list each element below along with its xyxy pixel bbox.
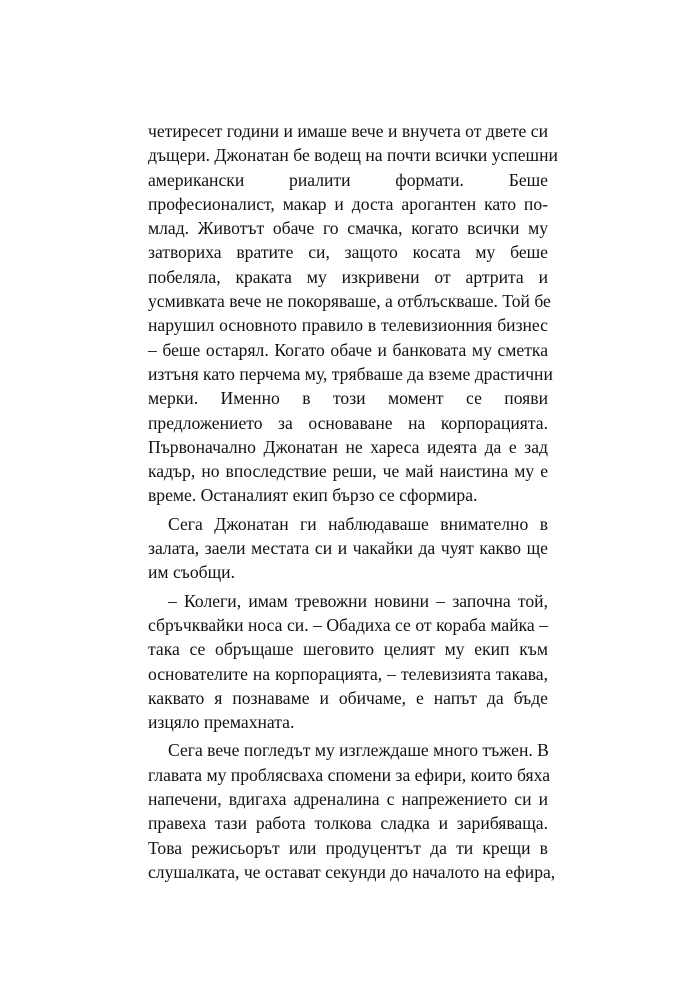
text-line: Сега вече погледът му изглеждаше много тъжен. В [168, 740, 549, 761]
text-line: така се обръщаше шеговито целият му екип към [148, 639, 548, 660]
text-line: дъщери. Джонатан бе водещ на почти всички успешни [148, 145, 558, 166]
text-line: каквато я познаваме и обичаме, е напът да бъде [148, 687, 548, 708]
text-line: предложението за основаване на корпорацията. [148, 412, 548, 433]
text-line: Това режисьорът или продуцентът да ти крещи в [148, 837, 548, 858]
text-line: сбръчквайки носа си. – Обадиха се от кораба майка – [148, 614, 548, 635]
text-line: време. Останалият екип бързо се сформира. [148, 485, 478, 506]
text-line: им съобщи. [148, 562, 235, 583]
text-line: изцяло премахната. [148, 712, 295, 733]
text-line: побеляла, краката му изкривени от артрита и [148, 266, 548, 287]
text-line: напечени, вдигаха адреналина с напрежението си и [148, 789, 548, 810]
text-line: професионалист, макар и доста арогантен като по- [148, 193, 548, 214]
text-line: Първоначално Джонатан не хареса идеята да е зад [148, 436, 548, 457]
paragraph [148, 119, 558, 508]
text-line: мерки. Именно в този момент се появи [148, 388, 548, 409]
text-line: усмивката вече не покоряваше, а отблъскваше. Той бе [148, 291, 551, 312]
text-line: – беше остарял. Когато обаче и банковата му сметка [148, 339, 548, 360]
text-line: четиресет години и имаше вече и внучета от двете си [148, 121, 548, 141]
paragraph [148, 738, 556, 884]
text-line: правеха тази работа толкова сладка и зарибяваща. [148, 813, 548, 834]
page-text [148, 119, 558, 884]
paragraph [148, 512, 548, 585]
text-line: млад. Животът обаче го смачка, когато всички му [148, 218, 548, 239]
text-line: Сега Джонатан ги наблюдаваше внимателно в [168, 513, 548, 534]
paragraph [148, 589, 548, 735]
text-line: слушалката, че остават секунди до началото на ефира, [148, 861, 556, 882]
text-line: затвориха вратите си, защото косата му беше [148, 242, 548, 263]
text-line: изтъня като перчема му, трябваше да вземе драстични [148, 363, 553, 384]
text-line: основателите на корпорацията, – телевизията такава, [148, 663, 548, 684]
text-line: – Колеги, имам тревожни новини – започна той, [168, 590, 548, 611]
text-line: главата му проблясваха спомени за ефири, които бяха [148, 764, 551, 785]
text-line: нарушил основното правило в телевизионния бизнес [148, 315, 548, 336]
text-line: американски риалити формати. Беше [148, 169, 548, 190]
text-line: кадър, но впоследствие реши, че май наистина му е [148, 461, 548, 482]
text-line: залата, заели местата си и чакайки да чуят какво ще [148, 538, 548, 559]
